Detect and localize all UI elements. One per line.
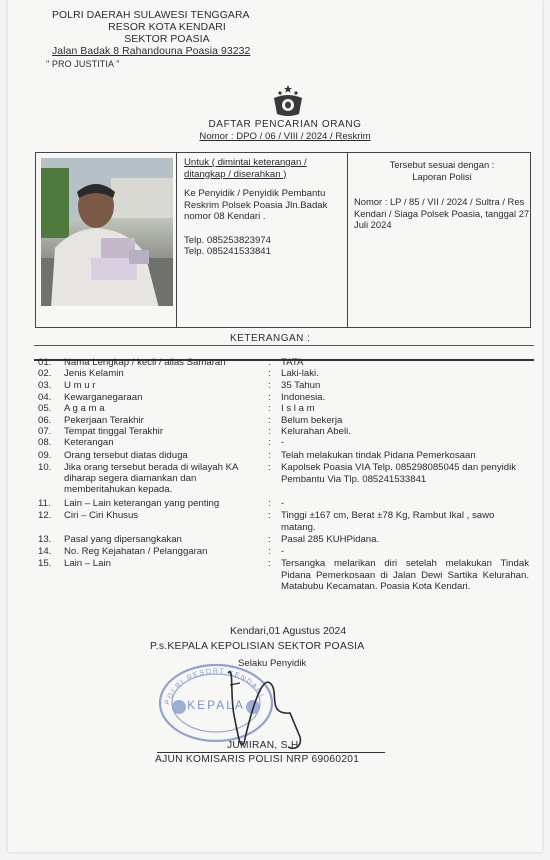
letterhead-line-2: RESOR KOTA KENDARI [108,22,226,33]
city-date: Kendari,01 Agustus 2024 [230,626,347,637]
stamp-arc-text: POLRI RESORT KENDARI [164,668,266,706]
document-number: Nomor : DPO / 06 / VIII / 2024 / Reskrim [199,131,371,142]
untuk-text: Untuk ( dimintai keterangan / ditangkap / diserahkan ) [184,157,307,180]
document-title: DAFTAR PENCARIAN ORANG [208,119,362,130]
signer-rank: AJUN KOMISARIS POLISI NRP 69060201 [155,754,360,765]
letterhead-address: Jalan Badak 8 Rahandouna Poasia 93232 [52,46,251,57]
letterhead-line-1: POLRI DAERAH SULAWESI TENGGARA [52,10,250,21]
office-title: P.s.KEPALA KEPOLISIAN SEKTOR POASIA [150,641,365,652]
telp-2: Telp. 085241533841 [184,246,271,257]
tersebut-text: Tersebut sesuai dengan : [389,159,495,170]
kepada-text: Ke Penyidik / Penyidik Pembantu Reskrim Polsek Poasia Jln.Badak nomor 08 Kendari . [184,188,328,222]
keterangan-list: 01. Nama Lengkap / kecil / alias Samaran : TATA 02. Jenis Kelamin : Laki-laki. 03. U m u r : 35 Tahun 04. Kewarganegaraan : Indonesia. 05. A g a m a : I s l a m 06. Pekerjaan Terakhir : Belum bekerja 07. Tempat tinggal Terakhir : Kelurahan Abeli. 08. Keterangan : - 09. Orang tersebut diatas diduga : Telah melakukan tindak Pidana Pemerkosaan 10. Jika orang tersebut berada di wilayah KA diharap segera diamankan dan memberitahukan kepada. : Kapolsek Poasia VIA Telp. 085298085045 dan penyidik Pembantu Via Tlp. 085241533841 11. Lain – Lain keterangan yang penting : - 12. Ciri – Ciri Khusus : Tinggi ±167 cm, Berat ±78 Kg, Rambut Ikal , sawo matang. 13. Pasal yang dipersangkakan : Pasal 285 KUHPidana. 14. No. Reg Kejahatan / Pelanggaran : - 15. Lain – Lain : Tersangka melarikan diri setelah melakukan Tindak Pidana Pemerkosaan di Jalan Dewi Sartika Kelurahan. Matabubu Kecamatan. Poasia Kota Kendari. [38,357,529,592]
laporan-text: Laporan Polisi [412,170,472,182]
pro-justitia: " PRO JUSTITIA " [46,59,120,69]
letterhead-line-3: SEKTOR POASIA [124,34,210,45]
name-underline [157,752,385,753]
keterangan-heading: KETERANGAN : [230,333,311,344]
telp-1: Telp. 085253823974 [184,234,271,246]
stamp-label: KEPALA [187,698,245,712]
signer-name: JUMIRAN, S.H [227,740,299,751]
nomor-lp-text: Nomor : LP / 85 / VII / 2024 / Sultra / Res Kendari / Siaga Polsek Poasia, tanggal 27 Juli 2024 [354,196,530,230]
role-text: Selaku Penyidik [238,658,307,669]
